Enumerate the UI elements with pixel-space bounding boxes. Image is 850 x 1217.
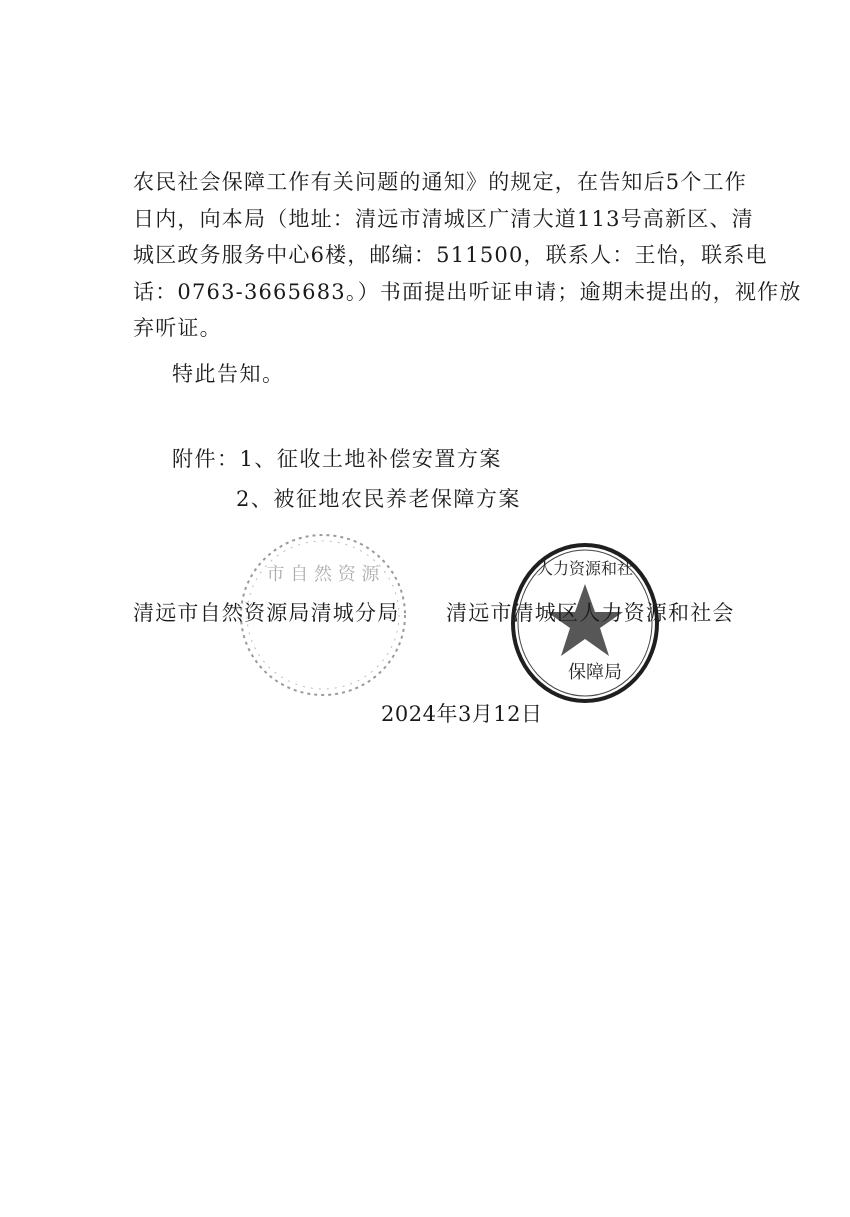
svg-text:人力资源和社: 人力资源和社 — [536, 559, 634, 578]
body-line: 弃听证。 — [133, 316, 222, 340]
body-line: 农民社会保障工作有关问题的通知》的规定，在告知后5个工作 — [133, 170, 747, 194]
body-line: 话：0763-3665683。）书面提出听证申请；逾期未提出的，视作放 — [133, 279, 802, 304]
signatory-right: 清远市清城区人力资源和社会 — [446, 601, 735, 625]
body-paragraph — [133, 164, 802, 347]
attachment-item: 1、征收土地补偿安置方案 — [239, 447, 502, 471]
attachments-label: 附件： — [172, 447, 240, 471]
body-line: 城区政务服务中心6楼，邮编：511500，联系人：王怡，联系电 — [133, 243, 768, 267]
attachments-row-2 — [236, 483, 521, 513]
body-line: 日内，向本局（地址：清远市清城区广清大道113号高新区、清 — [133, 206, 754, 231]
document-date: 2024年3月12日 — [381, 702, 543, 726]
closing-text: 特此告知。 — [172, 362, 285, 386]
signatory-left: 清远市自然资源局清城分局 — [133, 601, 400, 625]
svg-text:保障局: 保障局 — [568, 662, 622, 683]
svg-text:市 自 然 资 源: 市 自 然 资 源 — [266, 564, 380, 585]
attachment-item: 2、被征地农民养老保障方案 — [236, 487, 521, 511]
attachments-row-1 — [172, 443, 502, 473]
